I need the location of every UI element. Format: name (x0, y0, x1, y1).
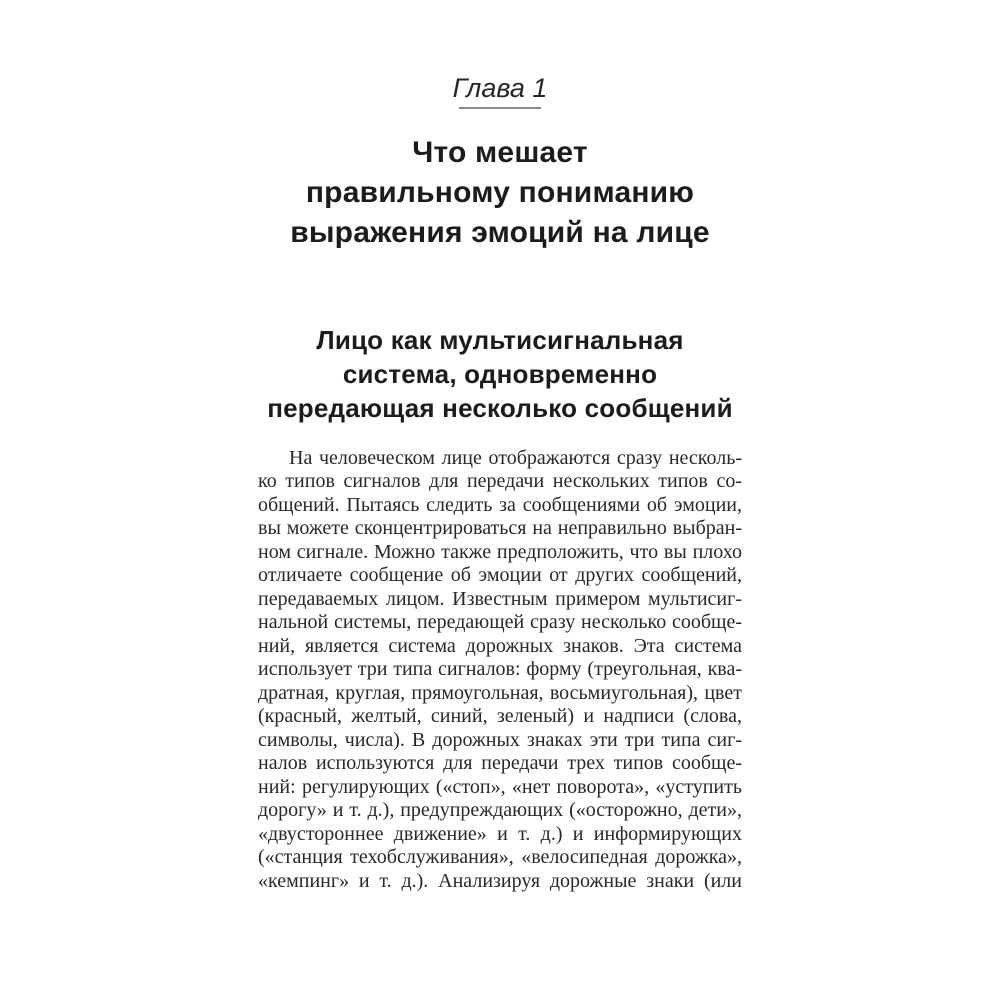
text-line: Что мешает (412, 136, 588, 169)
text-line: отличаете сообщение об эмоции от других сообщений, (258, 564, 742, 587)
text-line: («станция техобслуживания», «велосипедная дорожка», (258, 846, 742, 869)
text-line: ний: регулирующих («стоп», «нет поворота», «уступить (258, 775, 742, 798)
text-line: система, одновременно (342, 359, 658, 389)
text-line: общений. Пытаясь следить за сообщениями об эмоции, (258, 493, 742, 516)
text-line: дратная, круглая, прямоугольная, восьмиугольная), цвет (258, 681, 742, 704)
chapter-rule-divider (459, 107, 541, 109)
body-paragraph (258, 447, 742, 894)
text-line: вы можете сконцентрироваться на неправильно выбран- (258, 517, 742, 540)
chapter-label: Глава 1 (452, 73, 548, 103)
text-line: ний, является система дорожных знаков. Эта система (258, 634, 742, 657)
text-line: ко типов сигналов для передачи нескольких типов со- (258, 470, 742, 493)
chapter-title (258, 133, 742, 253)
text-line: (красный, желтый, синий, зеленый) и надписи (слова, (258, 705, 742, 728)
text-line: передающая несколько сообщений (267, 393, 733, 423)
text-line: символы, числа). В дорожных знаках эти три типа сиг- (258, 728, 742, 751)
text-line: налов используются для передачи трех типов сообще- (258, 752, 742, 775)
text-line: Лицо как мультисигнальная (316, 325, 684, 355)
section-heading (258, 323, 742, 425)
text-line: дорогу» и т. д.), предупреждающих («осторожно, дети», (258, 799, 742, 822)
text-line: «двустороннее движение» и т. д.) и информирующих (258, 822, 742, 845)
text-line: правильному пониманию (305, 176, 695, 209)
text-line: выражения эмоций на лице (290, 216, 710, 249)
text-line: передаваемых лицом. Известным примером мультисиг- (258, 587, 742, 610)
text-line: «кемпинг» и т. д.). Анализируя дорожные знаки (или (258, 869, 742, 892)
text-column (258, 72, 742, 893)
text-line: нальной системы, передающей сразу несколько сообще- (258, 611, 742, 634)
text-line: ном сигнале. Можно также предположить, что вы плохо (258, 540, 742, 563)
text-line: На человеческом лице отображаются сразу несколь- (289, 446, 742, 469)
text-line: использует три типа сигналов: форму (треугольная, ква- (258, 658, 742, 681)
